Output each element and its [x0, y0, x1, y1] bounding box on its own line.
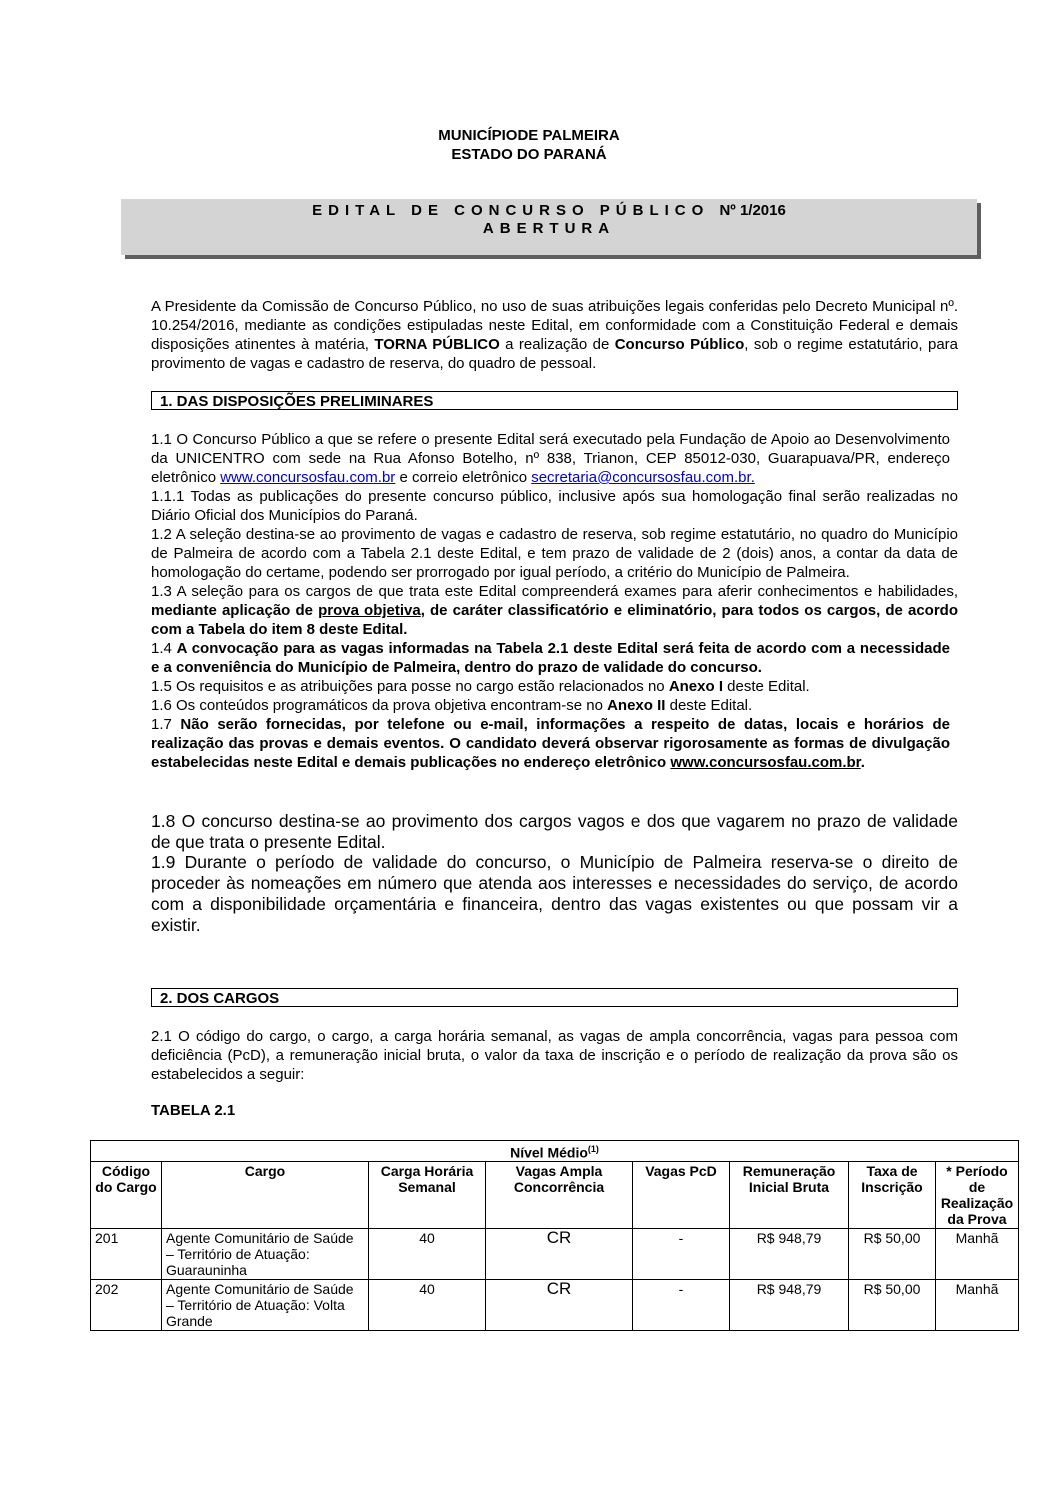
cell-periodo: Manhã [936, 1279, 1019, 1330]
col-header-cargo: Cargo [162, 1161, 369, 1228]
col-header-vagas-pcd: Vagas PcD [633, 1161, 730, 1228]
col-header-taxa: Taxa de Inscrição [849, 1161, 936, 1228]
cell-remuneracao: R$ 948,79 [730, 1279, 849, 1330]
item-1-3: 1.3 A seleção para os cargos de que trata este Edital compreenderá exames para aferir conhecimentos e habilidades, mediante aplicação de prova objetiva, de caráter classificatório e eliminatório, para todos os cargos, de acordo com a Tabela do item 8 deste Edital. [151, 583, 958, 638]
table-label: TABELA 2.1 [151, 1102, 236, 1119]
item-1-8: 1.8 O concurso destina-se ao provimento dos cargos vagos e dos que vagarem no prazo de validade de que trata o presente Edital. [151, 811, 958, 852]
cell-remuneracao: R$ 948,79 [730, 1228, 849, 1279]
positions-table [90, 1140, 1019, 1331]
cell-taxa: R$ 50,00 [849, 1228, 936, 1279]
item-1-5: 1.5 Os requisitos e as atribuições para posse no cargo estão relacionados no Anexo I deste Edital. [151, 678, 810, 695]
item-1-1-1: 1.1.1 Todas as publicações do presente concurso público, inclusive após sua homologação final serão realizadas no Diário Oficial dos Municípios do Paraná. [151, 488, 958, 524]
table-group-header: Nível Médio$^{(1)}$ [91, 1141, 1019, 1162]
col-header-carga: Carga Horária Semanal [369, 1161, 486, 1228]
cell-codigo: 201 [91, 1228, 162, 1279]
edital-title: EDITAL DE CONCURSO PÚBLICO Nº 1/2016 [312, 202, 786, 219]
col-header-periodo: * Período de Realização da Prova [936, 1161, 1019, 1228]
cell-carga: 40 [369, 1228, 486, 1279]
intro-paragraph: A Presidente da Comissão de Concurso Público, no uso de suas atribuições legais conferidas pelo Decreto Municipal nº. 10.254/2016, mediante as condições estipuladas neste Edital, em conformidade com a Constituição Federal e demais disposições atinentes à matéria, TORNA PÚBLICO a realização de Concurso Público, sob o regime estatutário, para provimento de vagas e cadastro de reserva, do quadro de pessoal. [151, 298, 959, 372]
cell-vagas-pcd: - [633, 1228, 730, 1279]
cell-codigo: 202 [91, 1279, 162, 1330]
edital-subtitle: ABERTURA [482, 220, 616, 237]
cell-carga: 40 [369, 1279, 486, 1330]
email-link[interactable]: secretaria@concursosfau.com.br. [531, 469, 755, 486]
website-link-bold[interactable]: www.concursosfau.com.br [670, 754, 861, 771]
cell-cargo: Agente Comunitário de Saúde – Território de Atuação: Volta Grande [162, 1279, 369, 1330]
item-1-2: 1.2 A seleção destina-se ao provimento de vagas e cadastro de reserva, sob regime estatutário, no quadro do Município de Palmeira de acordo com a Tabela 2.1 deste Edital, e tem prazo de validade de 2 (dois) anos, a contar da data de homologação do certame, podendo ser prorrogado por igual período, a critério do Município de Palmeira. [151, 526, 958, 581]
state-name: ESTADO DO PARANÁ [451, 146, 607, 163]
item-1-7: 1.7 Não serão fornecidas, por telefone ou e-mail, informações a respeito de datas, locais e horários de realização das provas e demais eventos. O candidato deverá observar rigorosamente as formas de divulgação estabelecidas neste Edital e demais publicações no endereço eletrônico www.concursosfau.com.br. [151, 716, 950, 771]
table-row [91, 1279, 1019, 1330]
section-2-heading: 2. DOS CARGOS [151, 988, 958, 1007]
cell-vagas-ampla: CR [486, 1228, 633, 1279]
cell-vagas-pcd: - [633, 1279, 730, 1330]
item-1-1: 1.1 O Concurso Público a que se refere o presente Edital será executado pela Fundação de Apoio ao Desenvolvimento da UNICENTRO com sede na Rua Afonso Botelho, nº 838, Trianon, CEP 85012-030, Guarapuava/PR, endereço eletrônico www.concursosfau.com.br e correio eletrônico secretaria@concursosfau.com.br. [151, 431, 950, 486]
item-1-4: 1.4 A convocação para as vagas informadas na Tabela 2.1 deste Edital será feita de acordo com a necessidade e a conveniência do Município de Palmeira, dentro do prazo de validade do concurso. [151, 640, 950, 676]
table-row [91, 1228, 1019, 1279]
section-1-body [151, 430, 958, 772]
cell-taxa: R$ 50,00 [849, 1279, 936, 1330]
item-1-9: 1.9 Durante o período de validade do concurso, o Município de Palmeira reserva-se o direito de proceder às nomeações em número que atenda aos interesses e necessidades do serviço, de acordo com a disponibilidade orçamentária e financeira, dentro das vagas existentes ou que possam vir a existir. [151, 852, 958, 935]
website-link[interactable]: www.concursosfau.com.br [220, 469, 396, 486]
item-1-6: 1.6 Os conteúdos programáticos da prova objetiva encontram-se no Anexo II deste Edital. [151, 697, 753, 714]
col-header-codigo: Código do Cargo [91, 1161, 162, 1228]
cell-periodo: Manhã [936, 1228, 1019, 1279]
cell-cargo: Agente Comunitário de Saúde – Território de Atuação: Guarauninha [162, 1228, 369, 1279]
table-header-row [91, 1161, 1019, 1228]
cell-vagas-ampla: CR [486, 1279, 633, 1330]
municipality-name: MUNICÍPIODE PALMEIRA [438, 127, 620, 144]
edital-title-box [121, 199, 977, 255]
item-2-1: 2.1 O código do cargo, o cargo, a carga horária semanal, as vagas de ampla concorrência, vagas para pessoa com deficiência (PcD), a remuneração inicial bruta, o valor da taxa de inscrição e o período de realização da prova são os estabelecidos a seguir: [151, 1028, 958, 1083]
section-1-heading: 1. DAS DISPOSIÇÕES PRELIMINARES [151, 391, 958, 410]
col-header-vagas-ampla: Vagas Ampla Concorrência [486, 1161, 633, 1228]
table-group-row [91, 1141, 1019, 1162]
col-header-remuneracao: Remuneração Inicial Bruta [730, 1161, 849, 1228]
